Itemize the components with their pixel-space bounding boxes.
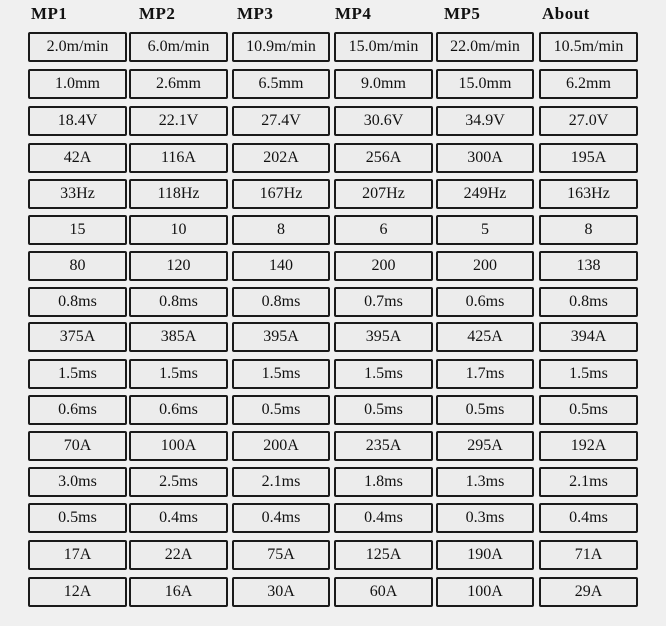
value-cell-r9-c1[interactable]: 375A xyxy=(28,322,127,352)
value-cell-r13-c2[interactable]: 2.5ms xyxy=(129,467,228,497)
value-cell-r8-c1[interactable]: 0.8ms xyxy=(28,287,127,317)
value-cell-r5-c5[interactable]: 249Hz xyxy=(436,179,534,209)
value-cell-r7-c1[interactable]: 80 xyxy=(28,251,127,281)
value-cell-r14-c3[interactable]: 0.4ms xyxy=(232,503,330,533)
value-cell-r14-c1[interactable]: 0.5ms xyxy=(28,503,127,533)
value-cell-r12-c3[interactable]: 200A xyxy=(232,431,330,461)
value-cell-r2-c2[interactable]: 2.6mm xyxy=(129,69,228,99)
value-cell-r11-c6[interactable]: 0.5ms xyxy=(539,395,638,425)
value-cell-r12-c2[interactable]: 100A xyxy=(129,431,228,461)
value-cell-r2-c3[interactable]: 6.5mm xyxy=(232,69,330,99)
value-cell-r2-c5[interactable]: 15.0mm xyxy=(436,69,534,99)
value-cell-r10-c2[interactable]: 1.5ms xyxy=(129,359,228,389)
column-header-about: About xyxy=(542,4,590,23)
value-cell-r5-c6[interactable]: 163Hz xyxy=(539,179,638,209)
value-cell-r3-c6[interactable]: 27.0V xyxy=(539,106,638,136)
value-cell-r6-c3[interactable]: 8 xyxy=(232,215,330,245)
value-cell-r10-c6[interactable]: 1.5ms xyxy=(539,359,638,389)
value-cell-r7-c4[interactable]: 200 xyxy=(334,251,433,281)
value-cell-r7-c3[interactable]: 140 xyxy=(232,251,330,281)
value-cell-r16-c5[interactable]: 100A xyxy=(436,577,534,607)
value-cell-r7-c6[interactable]: 138 xyxy=(539,251,638,281)
value-cell-r6-c6[interactable]: 8 xyxy=(539,215,638,245)
value-cell-r1-c4[interactable]: 15.0m/min xyxy=(334,32,433,62)
value-cell-r4-c6[interactable]: 195A xyxy=(539,143,638,173)
value-cell-r9-c3[interactable]: 395A xyxy=(232,322,330,352)
value-cell-r8-c3[interactable]: 0.8ms xyxy=(232,287,330,317)
value-cell-r5-c1[interactable]: 33Hz xyxy=(28,179,127,209)
value-cell-r8-c2[interactable]: 0.8ms xyxy=(129,287,228,317)
value-cell-r15-c4[interactable]: 125A xyxy=(334,540,433,570)
column-header-mp1: MP1 xyxy=(31,4,68,23)
value-cell-r5-c2[interactable]: 118Hz xyxy=(129,179,228,209)
value-cell-r2-c4[interactable]: 9.0mm xyxy=(334,69,433,99)
value-cell-r6-c2[interactable]: 10 xyxy=(129,215,228,245)
value-cell-r8-c6[interactable]: 0.8ms xyxy=(539,287,638,317)
value-cell-r7-c2[interactable]: 120 xyxy=(129,251,228,281)
value-cell-r14-c5[interactable]: 0.3ms xyxy=(436,503,534,533)
column-header-mp3: MP3 xyxy=(237,4,274,23)
value-cell-r2-c1[interactable]: 1.0mm xyxy=(28,69,127,99)
value-cell-r10-c1[interactable]: 1.5ms xyxy=(28,359,127,389)
value-cell-r4-c5[interactable]: 300A xyxy=(436,143,534,173)
value-cell-r3-c5[interactable]: 34.9V xyxy=(436,106,534,136)
value-cell-r1-c5[interactable]: 22.0m/min xyxy=(436,32,534,62)
value-cell-r10-c4[interactable]: 1.5ms xyxy=(334,359,433,389)
value-cell-r11-c3[interactable]: 0.5ms xyxy=(232,395,330,425)
value-cell-r12-c4[interactable]: 235A xyxy=(334,431,433,461)
value-cell-r5-c3[interactable]: 167Hz xyxy=(232,179,330,209)
value-cell-r4-c1[interactable]: 42A xyxy=(28,143,127,173)
value-cell-r10-c5[interactable]: 1.7ms xyxy=(436,359,534,389)
value-cell-r5-c4[interactable]: 207Hz xyxy=(334,179,433,209)
value-cell-r15-c2[interactable]: 22A xyxy=(129,540,228,570)
value-cell-r1-c3[interactable]: 10.9m/min xyxy=(232,32,330,62)
value-cell-r13-c3[interactable]: 2.1ms xyxy=(232,467,330,497)
value-cell-r15-c6[interactable]: 71A xyxy=(539,540,638,570)
value-cell-r3-c4[interactable]: 30.6V xyxy=(334,106,433,136)
value-cell-r9-c5[interactable]: 425A xyxy=(436,322,534,352)
value-cell-r12-c1[interactable]: 70A xyxy=(28,431,127,461)
value-cell-r4-c3[interactable]: 202A xyxy=(232,143,330,173)
value-cell-r14-c6[interactable]: 0.4ms xyxy=(539,503,638,533)
value-cell-r12-c6[interactable]: 192A xyxy=(539,431,638,461)
value-cell-r7-c5[interactable]: 200 xyxy=(436,251,534,281)
value-cell-r8-c4[interactable]: 0.7ms xyxy=(334,287,433,317)
value-cell-r15-c5[interactable]: 190A xyxy=(436,540,534,570)
value-cell-r16-c4[interactable]: 60A xyxy=(334,577,433,607)
column-header-mp5: MP5 xyxy=(444,4,481,23)
value-cell-r10-c3[interactable]: 1.5ms xyxy=(232,359,330,389)
value-cell-r9-c6[interactable]: 394A xyxy=(539,322,638,352)
value-cell-r1-c6[interactable]: 10.5m/min xyxy=(539,32,638,62)
value-cell-r11-c2[interactable]: 0.6ms xyxy=(129,395,228,425)
value-cell-r15-c3[interactable]: 75A xyxy=(232,540,330,570)
value-cell-r13-c5[interactable]: 1.3ms xyxy=(436,467,534,497)
value-cell-r11-c5[interactable]: 0.5ms xyxy=(436,395,534,425)
value-cell-r4-c2[interactable]: 116A xyxy=(129,143,228,173)
value-cell-r4-c4[interactable]: 256A xyxy=(334,143,433,173)
value-cell-r14-c2[interactable]: 0.4ms xyxy=(129,503,228,533)
value-cell-r12-c5[interactable]: 295A xyxy=(436,431,534,461)
value-cell-r6-c4[interactable]: 6 xyxy=(334,215,433,245)
value-cell-r6-c5[interactable]: 5 xyxy=(436,215,534,245)
value-cell-r14-c4[interactable]: 0.4ms xyxy=(334,503,433,533)
value-cell-r15-c1[interactable]: 17A xyxy=(28,540,127,570)
value-cell-r3-c2[interactable]: 22.1V xyxy=(129,106,228,136)
value-cell-r8-c5[interactable]: 0.6ms xyxy=(436,287,534,317)
value-cell-r13-c4[interactable]: 1.8ms xyxy=(334,467,433,497)
value-cell-r1-c1[interactable]: 2.0m/min xyxy=(28,32,127,62)
value-cell-r9-c4[interactable]: 395A xyxy=(334,322,433,352)
value-cell-r2-c6[interactable]: 6.2mm xyxy=(539,69,638,99)
value-cell-r16-c1[interactable]: 12A xyxy=(28,577,127,607)
value-cell-r9-c2[interactable]: 385A xyxy=(129,322,228,352)
value-cell-r3-c3[interactable]: 27.4V xyxy=(232,106,330,136)
value-cell-r1-c2[interactable]: 6.0m/min xyxy=(129,32,228,62)
value-cell-r16-c2[interactable]: 16A xyxy=(129,577,228,607)
value-cell-r13-c6[interactable]: 2.1ms xyxy=(539,467,638,497)
column-header-mp4: MP4 xyxy=(335,4,372,23)
value-cell-r16-c3[interactable]: 30A xyxy=(232,577,330,607)
value-cell-r13-c1[interactable]: 3.0ms xyxy=(28,467,127,497)
value-cell-r3-c1[interactable]: 18.4V xyxy=(28,106,127,136)
value-cell-r6-c1[interactable]: 15 xyxy=(28,215,127,245)
value-cell-r11-c4[interactable]: 0.5ms xyxy=(334,395,433,425)
value-cell-r16-c6[interactable]: 29A xyxy=(539,577,638,607)
value-cell-r11-c1[interactable]: 0.6ms xyxy=(28,395,127,425)
column-header-mp2: MP2 xyxy=(139,4,176,23)
